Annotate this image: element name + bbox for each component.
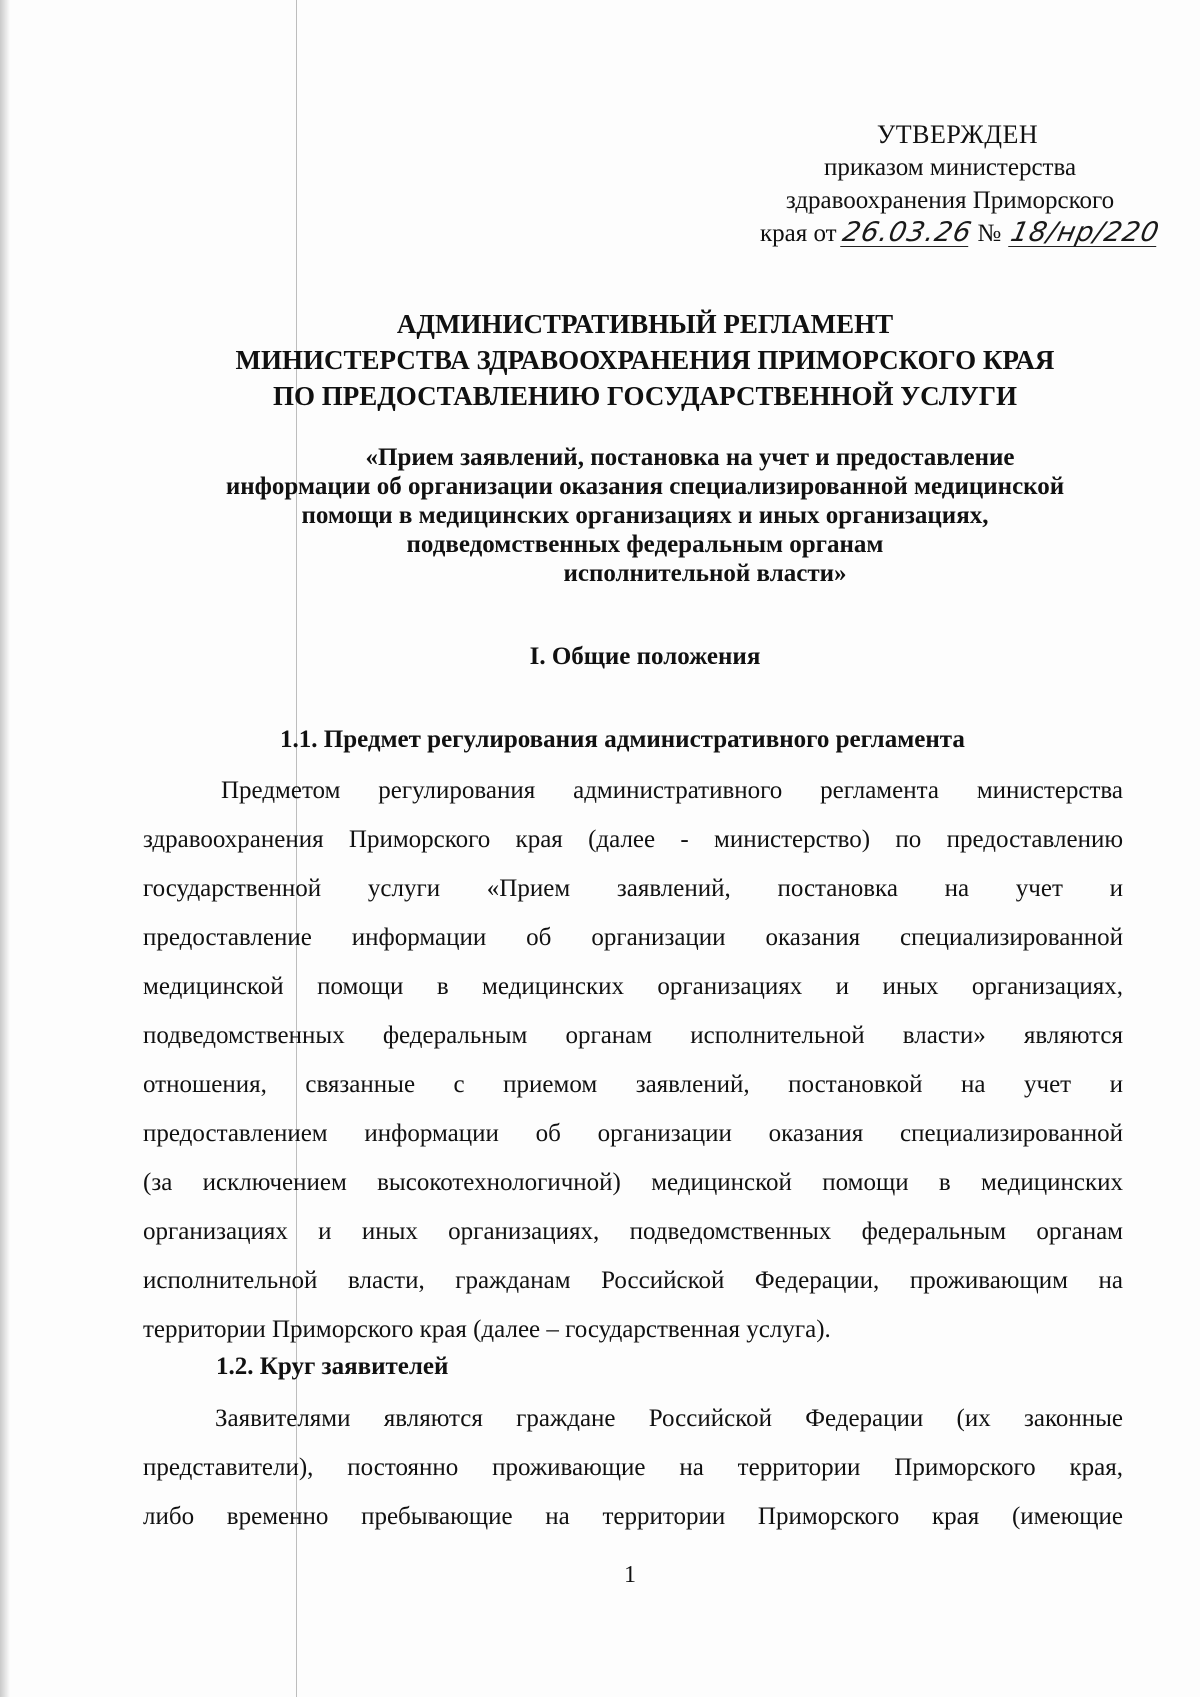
paragraph-line: предоставлением информации об организации оказания специализированной [143,1120,1123,1147]
paragraph-line: территории Приморского края (далее – государственная услуга). [143,1316,831,1343]
subsection-heading-1-1: 1.1. Предмет регулирования административного регламента [280,726,965,753]
service-name-line-5: исполнительной власти» [563,560,847,587]
paragraph-line: исполнительной власти, гражданам Российской Федерации, проживающим на [143,1267,1123,1294]
service-name-line-3: помощи в медицинских организациях и иных организациях, [301,502,989,529]
paragraph-line: организациях и иных организациях, подведомственных федеральным органам [143,1218,1123,1245]
approval-block [740,118,1163,250]
paragraph-line: подведомственных федеральным органам исполнительной власти» являются [143,1022,1123,1049]
service-name-line-2: информации об организации оказания специализированной медицинской [225,473,1065,500]
paragraph-line: здравоохранения Приморского края (далее - министерство) по предоставлению [143,826,1123,853]
approval-date-handwritten: 26.03.26 [839,217,975,248]
title-line-1: АДМИНИСТРАТИВНЫЙ РЕГЛАМЕНТ [396,309,894,339]
paragraph-line: Заявителями являются граждане Российской Федерации (их законные [215,1405,1123,1432]
subsection-heading-1-2: 1.2. Круг заявителей [216,1353,449,1380]
title-line-3: ПО ПРЕДОСТАВЛЕНИЮ ГОСУДАРСТВЕННОЙ УСЛУГИ [272,381,1018,411]
approval-number-handwritten: 18/нр/220 [1008,217,1163,248]
approval-number-prefix: № [977,220,1002,247]
page-number: 1 [624,1562,636,1588]
service-name-line-4: подведомственных федеральным органам [406,531,884,558]
document-title [150,306,1140,414]
approval-date-prefix: края от [760,220,837,247]
paragraph-1-1 [143,766,1123,1354]
approval-date-line [760,217,1163,250]
service-name [150,443,1140,588]
paragraph-line: представители), постоянно проживающие на территории Приморского края, [143,1454,1123,1481]
approval-line-1: приказом министерства [823,154,1077,181]
section-heading-general: I. Общие положения [529,643,761,670]
title-line-2: МИНИСТЕРСТВА ЗДРАВООХРАНЕНИЯ ПРИМОРСКОГО КРАЯ [235,345,1055,375]
paragraph-line: медицинской помощи в медицинских организациях и иных организациях, [143,973,1123,1000]
paragraph-line: отношения, связанные с приемом заявлений, постановкой на учет и [143,1071,1123,1098]
approval-line-2: здравоохранения Приморского [785,187,1115,214]
paragraph-line: либо временно пребывающие на территории Приморского края (имеющие [143,1503,1123,1530]
paragraph-line: предоставление информации об организации оказания специализированной [143,924,1123,951]
service-name-line-1: «Прием заявлений, постановка на учет и предоставление [365,444,1015,471]
paragraph-line: (за исключением высокотехнологичной) медицинской помощи в медицинских [143,1169,1123,1196]
scan-left-edge [0,0,10,1697]
approval-heading: УТВЕРЖДЕН [876,120,1039,149]
paragraph-1-2 [143,1394,1123,1541]
paragraph-line: государственной услуги «Прием заявлений, постановка на учет и [143,875,1123,902]
paragraph-line: Предметом регулирования административного регламента министерства [221,777,1123,804]
